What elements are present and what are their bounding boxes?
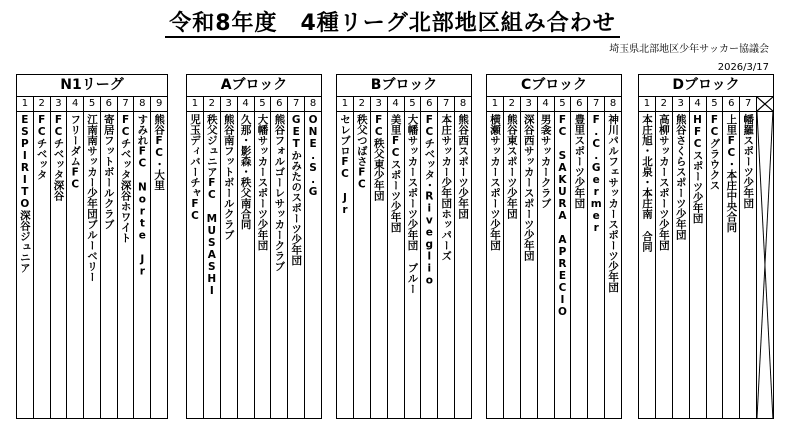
team-columns [487,112,621,418]
team-number: 9 [150,97,167,111]
team-column [503,112,520,418]
team-name: 上里FC・本庄中央合同 [725,114,738,233]
empty-slot-column [756,112,773,418]
league-board [486,74,622,419]
team-column [117,112,134,418]
team-number: 3 [50,97,67,111]
team-number: 6 [722,97,739,111]
team-column [387,112,404,418]
team-name: FC秩父東少年団 [372,114,385,201]
team-name: 江南南サッカー少年団ブルーベリー [86,114,99,282]
team-column [706,112,723,418]
team-name: 児玉ディバーチャFC [188,114,201,222]
team-name: 神川パルフェサッカースポーツ少年団 [607,114,620,293]
team-number: 1 [21,98,29,109]
team-name: FCチベッタ深谷ホワイト [119,114,132,243]
team-name: ONE.S.G [307,114,320,198]
team-column [100,112,117,418]
team-name: 大幡サッカースポーツ少年団 [256,114,269,251]
team-number: 3 [520,97,537,111]
league-board [336,74,472,419]
team-column [270,112,287,418]
team-number: 5 [83,97,100,111]
league-title: Cブロック [487,75,621,97]
team-column [50,112,67,418]
team-name: 本庄旭・北泉・本庄南 合同 [640,114,653,252]
team-number-row [487,97,621,112]
team-column [722,112,739,418]
team-name: 秩父つばさFC [355,114,368,191]
team-number: 2 [203,97,220,111]
league-title: Dブロック [639,75,773,97]
team-number-row [639,97,773,112]
team-name: 高柳サッカースポーツ少年団 [657,114,670,251]
team-number: 3 [220,97,237,111]
team-number: 7 [587,97,604,111]
team-name: 熊谷さくらスポーツ少年団 [674,114,687,240]
team-name: 深谷西サッカースポーツ少年団 [522,114,535,261]
team-column [150,112,167,418]
team-number: 7 [739,97,756,111]
team-column [554,112,571,418]
team-number: 2 [353,97,370,111]
team-columns [337,112,471,418]
team-column [66,112,83,418]
team-number: 1 [191,98,199,109]
team-column [487,112,503,418]
team-column [254,112,271,418]
team-number: 2 [33,97,50,111]
team-column [420,112,437,418]
team-number: 5 [254,97,271,111]
team-name: 本庄サッカー少年団ホッパーズ [440,114,453,261]
team-column [187,112,203,418]
team-number: 8 [133,97,150,111]
league-board [186,74,322,419]
team-number: 7 [117,97,134,111]
league-board [16,74,168,419]
team-number: 4 [387,97,404,111]
team-name: フリーダムFC [69,114,82,191]
team-number: 1 [643,98,651,109]
team-column [672,112,689,418]
team-number: 4 [689,97,706,111]
team-column [287,112,304,418]
league-title: N1リーグ [17,75,167,97]
team-number: 3 [370,97,387,111]
team-name: GETかみたのスポーツ少年団 [290,114,303,266]
team-name: すみれFC Norte Jr [136,114,149,278]
team-column [537,112,554,418]
team-column [203,112,220,418]
league-board [638,74,774,419]
team-number: 6 [270,97,287,111]
team-name: 寄居フットボールクラブ [102,114,115,230]
team-name: FCチベッタ深谷 [52,114,65,201]
team-name: 男衾サッカークラブ [539,114,552,209]
team-columns [639,112,773,418]
team-column [353,112,370,418]
team-name: セレブロFC Jr [338,114,351,216]
team-name: 秩父ジュニアFC MUSASHI [205,114,218,297]
team-name: 豊里スポーツ少年団 [573,114,586,209]
team-number: 2 [655,97,672,111]
team-number: 5 [706,97,723,111]
team-column [604,112,621,418]
team-column [454,112,471,418]
team-name: FCチベッタ・Riveglio [423,114,436,287]
team-column [570,112,587,418]
team-number: 7 [437,97,454,111]
team-name: 美里FCスポーツ少年団 [389,114,402,233]
team-number: 2 [503,97,520,111]
team-number: 8 [604,97,621,111]
team-number: 5 [554,97,571,111]
team-number: 4 [237,97,254,111]
team-number: 4 [537,97,554,111]
league-title: Bブロック [337,75,471,97]
team-name: 熊谷南フットボールクラブ [222,114,235,240]
team-name: FCチベッタ [35,114,48,180]
team-column [639,112,655,418]
team-number: 1 [491,98,499,109]
team-column [304,112,321,418]
team-name: 熊谷西スポーツ少年団 [457,114,470,219]
page-title: 令和8年度 4種リーグ北部地区組み合わせ [0,6,785,37]
team-column [404,112,421,418]
team-number: 6 [570,97,587,111]
team-column [133,112,150,418]
team-column [520,112,537,418]
team-name: FC SAKURA APRECIO [556,114,569,318]
league-title: Aブロック [187,75,321,97]
team-column [337,112,353,418]
team-number: 8 [454,97,471,111]
team-column [370,112,387,418]
team-name: 久那・影森・秩父南合同 [239,114,252,230]
team-number-row [337,97,471,112]
team-number: 1 [341,98,349,109]
document-date: 2026/3/17 [717,62,769,73]
team-column [220,112,237,418]
team-name: 熊谷FC・大里 [153,114,166,191]
team-column [587,112,604,418]
team-column [437,112,454,418]
team-name: 熊谷東スポーツ少年団 [505,114,518,219]
team-column [739,112,756,418]
team-column [33,112,50,418]
team-column [655,112,672,418]
team-number: 6 [100,97,117,111]
team-column [237,112,254,418]
team-number: 8 [304,97,321,111]
team-number: 5 [404,97,421,111]
team-name: ESPIRITO深谷ジュニア [18,114,31,273]
team-column [689,112,706,418]
empty-slot-mark [756,97,773,111]
team-number-row [187,97,321,112]
team-name: 熊谷フォルゴーレサッカークラブ [273,114,286,272]
team-columns [187,112,321,418]
team-number: 4 [66,97,83,111]
team-column [17,112,33,418]
team-name: 幡羅スポーツ少年団 [742,114,755,209]
team-name: 大幡サッカースポーツ少年団 ブルー [406,114,419,294]
organizer-name: 埼玉県北部地区少年サッカー協議会 [609,44,769,55]
team-columns [17,112,167,418]
team-number: 3 [672,97,689,111]
team-name: F.C.Germer [590,114,603,234]
team-name: FCグラウクス [708,114,721,191]
team-number: 6 [420,97,437,111]
team-column [83,112,100,418]
team-name: HFCスポーツ少年団 [691,114,704,224]
team-name: 横瀬サッカースポーツ少年団 [488,114,501,251]
team-number-row [17,97,167,112]
team-number: 7 [287,97,304,111]
